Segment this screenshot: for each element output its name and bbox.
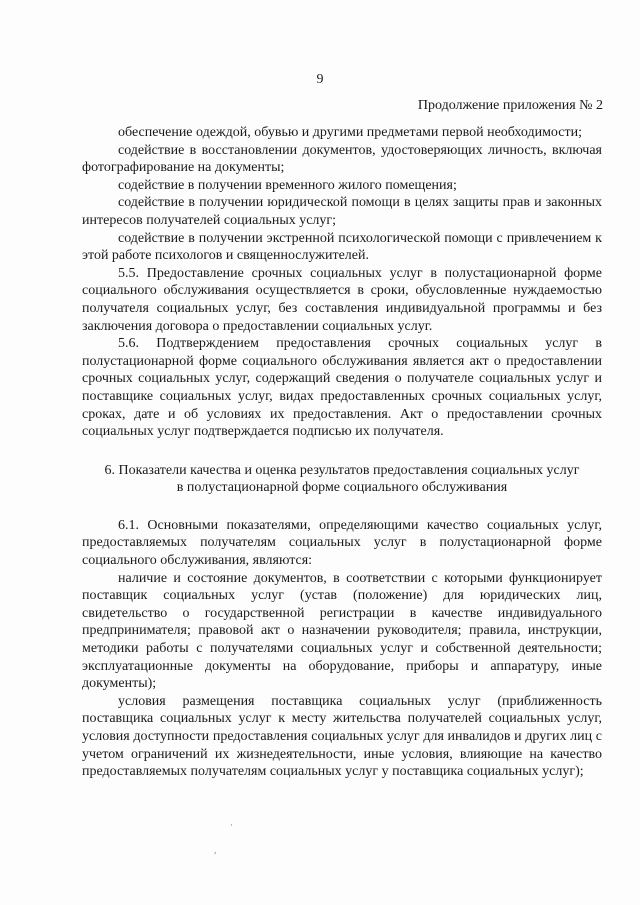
- paragraph-placement-conditions: условия размещения поставщика социальных услуг (приближенность поставщика социальных услуг к месту жительства получателей социальных услуг, условия доступности предоставления социальных услуг для инвалидов и других лиц с учетом ограничений их жизнедеятельности, иные условия, влияющие на качество предоставляемых получателям социальных услуг у поставщика социальных услуг);: [82, 693, 602, 780]
- paragraph-5-5: 5.5. Предоставление срочных социальных услуг в полустационарной форме социального обслуживания осуществляется в сроки, обусловленные нуждаемостью получателя социальных услуг, без составления индивидуальной программы и без заключения договора о предоставлении социальных услуг.: [82, 265, 602, 334]
- scan-speck: ,: [214, 845, 217, 855]
- scan-speck: ·: [230, 820, 233, 830]
- page-number: 9: [316, 72, 324, 87]
- paragraph-psychological-aid: содействие в получении экстренной психологической помощи с привлечением к этой работе психологов и священнослужителей.: [82, 230, 602, 264]
- section-6-heading: [82, 462, 602, 497]
- paragraph-5-6: 5.6. Подтверждением предоставления срочных социальных услуг в полустационарной форме социального обслуживания является акт о предоставлении срочных социальных услуг, содержащий сведения о получателе социальных услуг и поставщике социальных услуг, видах предоставленных срочных социальных услуг, сроках, дате и об условиях их предоставления. Акт о предоставлении срочных социальных услуг подтверждается подписью их получателя.: [82, 336, 602, 440]
- paragraph-legal-aid: содействие в получении юридической помощи в целях защиты прав и законных интересов получателей социальных услуг;: [82, 195, 602, 228]
- section-6-heading-line-1: 6. Показатели качества и оценка результатов предоставления социальных услуг: [104, 462, 580, 478]
- paragraph-temporary-housing: содействие в получении временного жилого помещения;: [118, 177, 457, 193]
- paragraph-6-1: 6.1. Основными показателями, определяющими качество социальных услуг, предоставляемых получателям социальных услуг в полустационарной форме социального обслуживания, являются:: [82, 517, 602, 569]
- section-6-heading-line-2: в полустационарной форме социального обслуживания: [176, 480, 508, 496]
- document-body: [82, 124, 602, 781]
- paragraph-documents-availability: наличие и состояние документов, в соответствии с которыми функционирует поставщик социальных услуг (устав (положение) для юридических лиц, свидетельство о государственной регистрации в качестве индивидуального предпринимателя; правовой акт о назначении руководителя; правила, инструкции, методики работы с получателями социальных услуг и собственной деятельности; эксплуатационные документы на оборудование, приборы и аппаратуру, иные документы);: [82, 570, 602, 692]
- appendix-continuation-note: Продолжение приложения № 2: [417, 98, 603, 113]
- paragraph-clothing: обеспечение одеждой, обувью и другими предметами первой необходимости;: [118, 125, 582, 140]
- paragraph-documents-restoration: содействие в восстановлении документов, удостоверяющих личность, включая фотографирование на документы;: [82, 142, 602, 176]
